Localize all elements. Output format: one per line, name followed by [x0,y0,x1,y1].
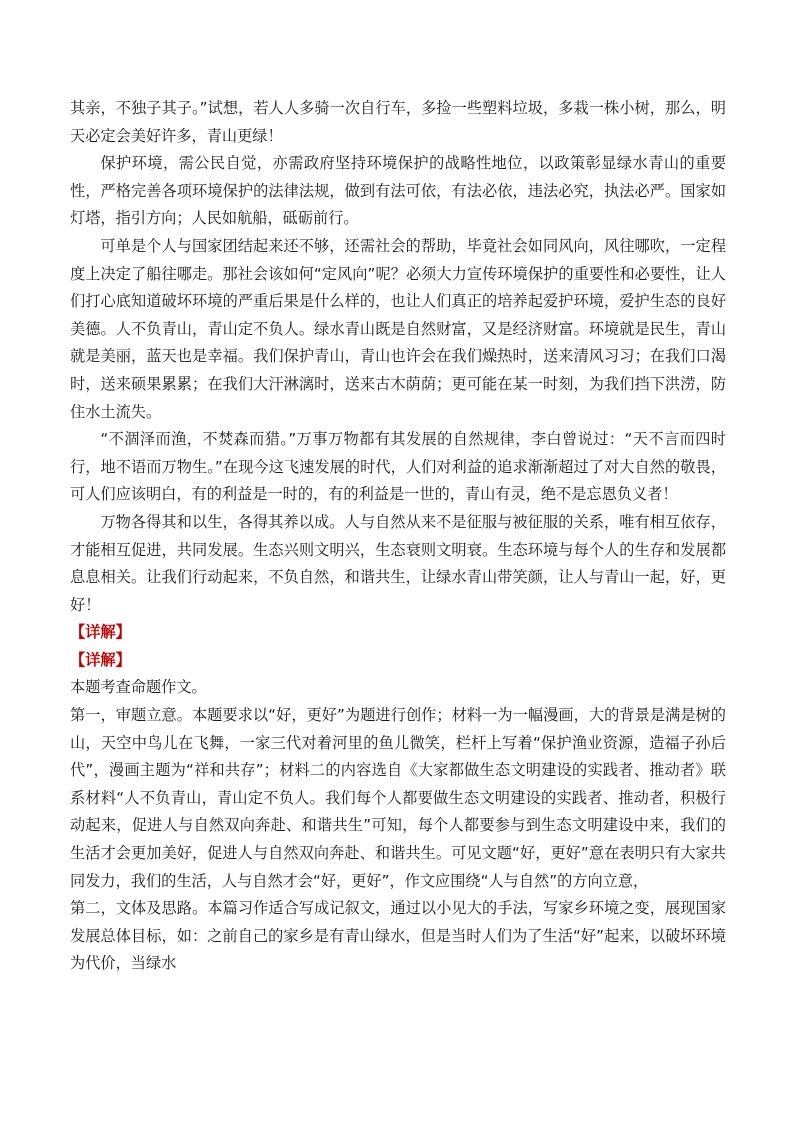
document-body [70,95,726,978]
essay-paragraph-conclusion: 万物各得其和以生，各得其养以成。人与自然从来不是征服与被征服的关系，唯有相互依存，才能相互促进，共同发展。生态兴则文明兴，生态衰则文明衰。生态环境与每个人的生存和发展都息息相关。让我们行动起来，不负自然，和谐共生，让绿水青山带笑颜，让人与青山一起，好，更好！ [70,512,726,614]
analysis-point-2: 第二，文体及思路。本篇习作适合写成记叙文，通过以小见大的手法，写家乡环境之变，展现国家发展总体目标，如：之前自己的家乡是有青山绿水，但是当时人们为了生活“好”起来，以破坏环境为代价，当绿水 [70,899,726,973]
analysis-point-1: 第一，审题立意。本题要求以“好，更好”为题进行创作；材料一为一幅漫画，大的背景是满是树的山，天空中鸟儿在飞舞，一家三代对着河里的鱼儿微笑，栏杆上写着“保护渔业资源，造福子孙后代”，漫画主题为“祥和共存”；材料二的内容选自《大家都做生态文明建设的实践者、推动者》联系材料“人不负青山，青山定不负人。我们每个人都要做生态文明建设的实践者、推动者，积极行动起来，促进人与自然双向奔赴、和谐共生”可知，每个人都要参与到生态文明建设中来，我们的生活才会更加美好，促进人与自然双向奔赴、和谐共生。可见文题“好，更好”意在表明只有大家共同发力，我们的生活，人与自然才会“好，更好”，作文应围绕“人与自然”的方向立意， [70,706,726,890]
essay-paragraph-nature-law: “不涸泽而渔，不焚森而猎。”万事万物都有其发展的自然规律，李白曾说过：“天不言而四时行，地不语而万物生。”在现今这飞速发展的时代，人们对利益的追求渐渐超过了对大自然的敬畏，可人们应该明白，有的利益是一时的，有的利益是一世的，青山有灵，绝不是忘恩负义者！ [70,430,726,504]
essay-paragraph-society: 可单是个人与国家团结起来还不够，还需社会的帮助，毕竟社会如同风向，风往哪吹，一定程度上决定了船往哪走。那社会该如何“定风向”呢？必须大力宣传环境保护的重要性和必要性，让人们打心底知道破坏环境的严重后果是什么样的，也让人们真正的培养起爱护环境，爱护生态的良好美德。人不负青山，青山定不负人。绿水青山既是自然财富，又是经济财富。环境就是民生，青山就是美丽，蓝天也是幸福。我们保护青山，青山也许会在我们燥热时，送来清风习习；在我们口渴时，送来硕果累累；在我们大汗淋漓时，送来古木荫荫；更可能在某一时刻，为我们挡下洪涝，防住水土流失。 [70,236,726,421]
essay-paragraph-government: 保护环境，需公民自觉，亦需政府坚持环境保护的战略性地位，以政策彰显绿水青山的重要性，严格完善各项环境保护的法律法规，做到有法可依，有法必依，违法必究，执法必严。国家如灯塔，指引方向；人民如航船，砥砺前行。 [70,154,726,228]
section-heading-detail-2: 【详解】 [70,650,131,669]
section-heading-detail-1: 【详解】 [70,623,131,642]
essay-paragraph-continued: 其亲，不独子其子。”试想，若人人多骑一次自行车，多捡一些塑料垃圾，多栽一株小树，那么，明天必定会美好许多，青山更绿！ [70,99,726,145]
analysis-intro: 本题考查命题作文。 [70,678,207,697]
